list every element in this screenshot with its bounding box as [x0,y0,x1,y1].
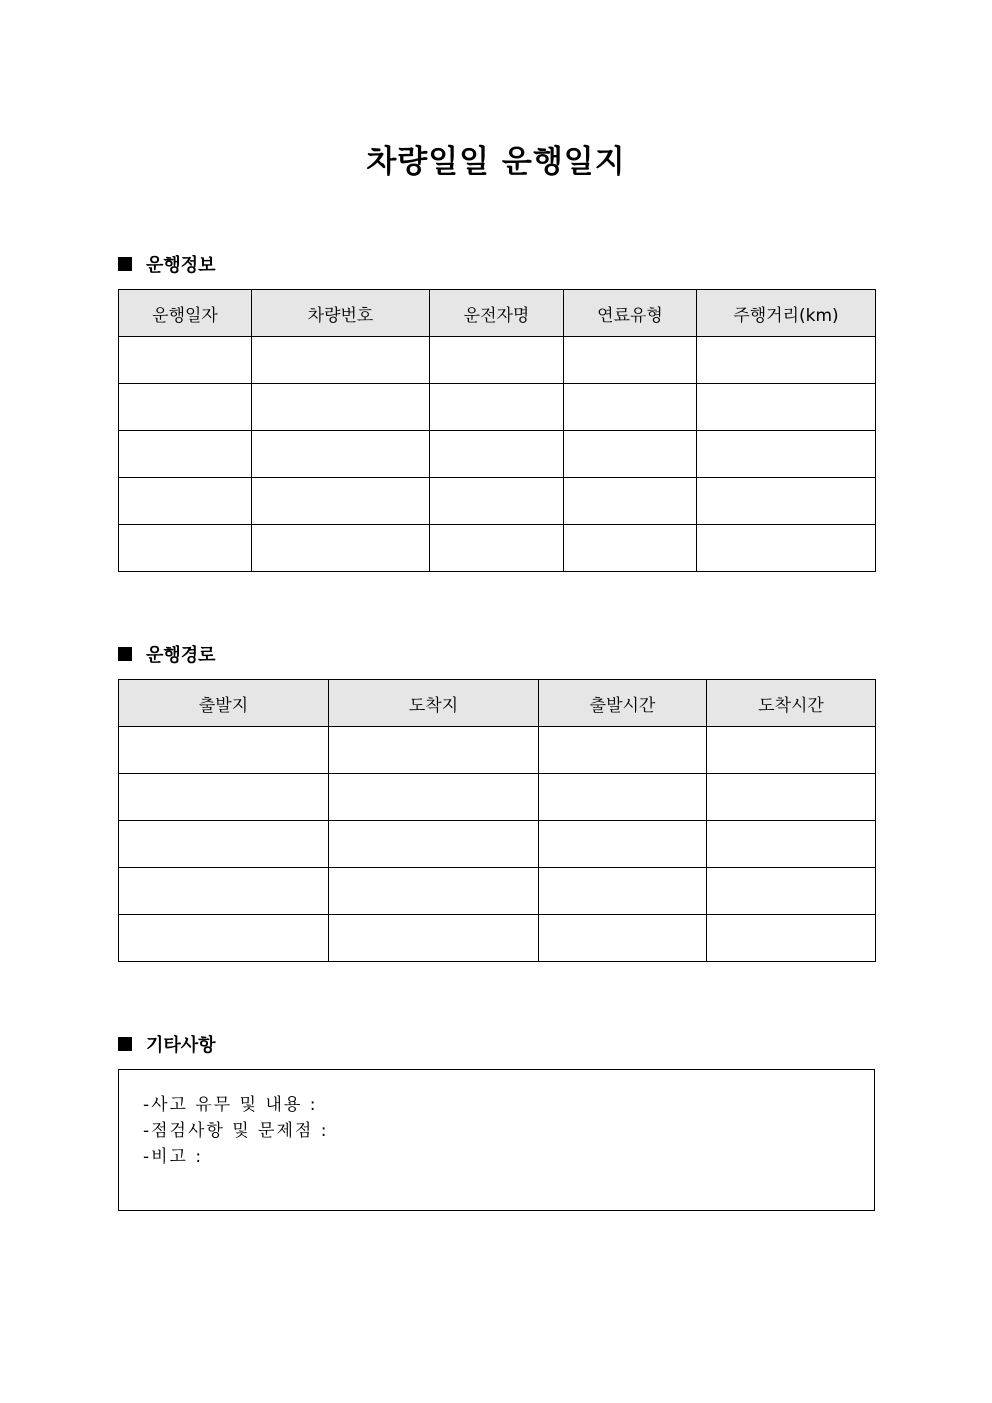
column-header-fuel-type: 연료유형 [564,290,697,337]
column-header-distance: 주행거리(km) [697,290,876,337]
table-cell[interactable] [119,431,252,478]
section-heading-label: 운행경로 [146,645,216,666]
table-cell[interactable] [564,337,697,384]
table-cell[interactable] [697,337,876,384]
square-bullet-icon [118,1037,132,1051]
table-cell[interactable] [539,868,707,915]
table-cell[interactable] [564,525,697,572]
table-cell[interactable] [119,727,329,774]
table-row [119,384,876,431]
table-cell[interactable] [430,337,564,384]
table-cell[interactable] [329,915,539,962]
table-cell[interactable] [707,915,876,962]
table-cell[interactable] [539,821,707,868]
square-bullet-icon [118,647,132,661]
table-cell[interactable] [119,774,329,821]
remark-note-line: -비고 : [143,1147,204,1167]
table-cell[interactable] [430,384,564,431]
table-cell[interactable] [707,868,876,915]
table-cell[interactable] [119,525,252,572]
table-cell[interactable] [539,727,707,774]
table-cell[interactable] [697,525,876,572]
table-cell[interactable] [430,478,564,525]
driving-route-table [118,679,876,962]
table-cell[interactable] [329,821,539,868]
table-row [119,868,876,915]
column-header-vehicle-number: 차량번호 [252,290,430,337]
table-cell[interactable] [119,384,252,431]
column-header-date: 운행일자 [119,290,252,337]
table-cell[interactable] [119,868,329,915]
remark-accident-line: -사고 유무 및 내용 : [143,1095,318,1115]
table-cell[interactable] [430,525,564,572]
table-cell[interactable] [539,774,707,821]
table-row [119,337,876,384]
section-heading-info [118,250,216,278]
driving-info-table [118,289,876,572]
table-row [119,431,876,478]
table-cell[interactable] [697,384,876,431]
table-cell[interactable] [119,915,329,962]
table-cell[interactable] [252,337,430,384]
table-cell[interactable] [707,774,876,821]
table-cell[interactable] [564,431,697,478]
table-cell[interactable] [564,384,697,431]
table-cell[interactable] [119,478,252,525]
table-cell[interactable] [252,525,430,572]
table-cell[interactable] [252,478,430,525]
table-row [119,525,876,572]
remark-inspection-line: -점검사항 및 문제점 : [143,1121,329,1141]
section-heading-label: 운행정보 [146,255,216,276]
column-header-departure: 출발지 [119,680,329,727]
table-header-row [119,680,876,727]
table-cell[interactable] [119,337,252,384]
table-row [119,727,876,774]
table-cell[interactable] [707,821,876,868]
table-cell[interactable] [539,915,707,962]
table-cell[interactable] [697,478,876,525]
document-title: 차량일일 운행일지 [366,144,626,180]
table-row [119,774,876,821]
column-header-arrival: 도착지 [329,680,539,727]
table-cell[interactable] [707,727,876,774]
table-cell[interactable] [564,478,697,525]
column-header-driver-name: 운전자명 [430,290,564,337]
table-header-row [119,290,876,337]
table-cell[interactable] [329,727,539,774]
table-cell[interactable] [430,431,564,478]
table-cell[interactable] [252,384,430,431]
section-heading-etc [118,1030,216,1058]
section-heading-label: 기타사항 [146,1035,216,1056]
square-bullet-icon [118,257,132,271]
table-cell[interactable] [119,821,329,868]
table-cell[interactable] [697,431,876,478]
table-cell[interactable] [252,431,430,478]
table-row [119,915,876,962]
section-heading-route [118,640,216,668]
table-cell[interactable] [329,868,539,915]
table-row [119,821,876,868]
remarks-box[interactable] [118,1069,875,1211]
column-header-arrival-time: 도착시간 [707,680,876,727]
table-cell[interactable] [329,774,539,821]
column-header-departure-time: 출발시간 [539,680,707,727]
table-row [119,478,876,525]
